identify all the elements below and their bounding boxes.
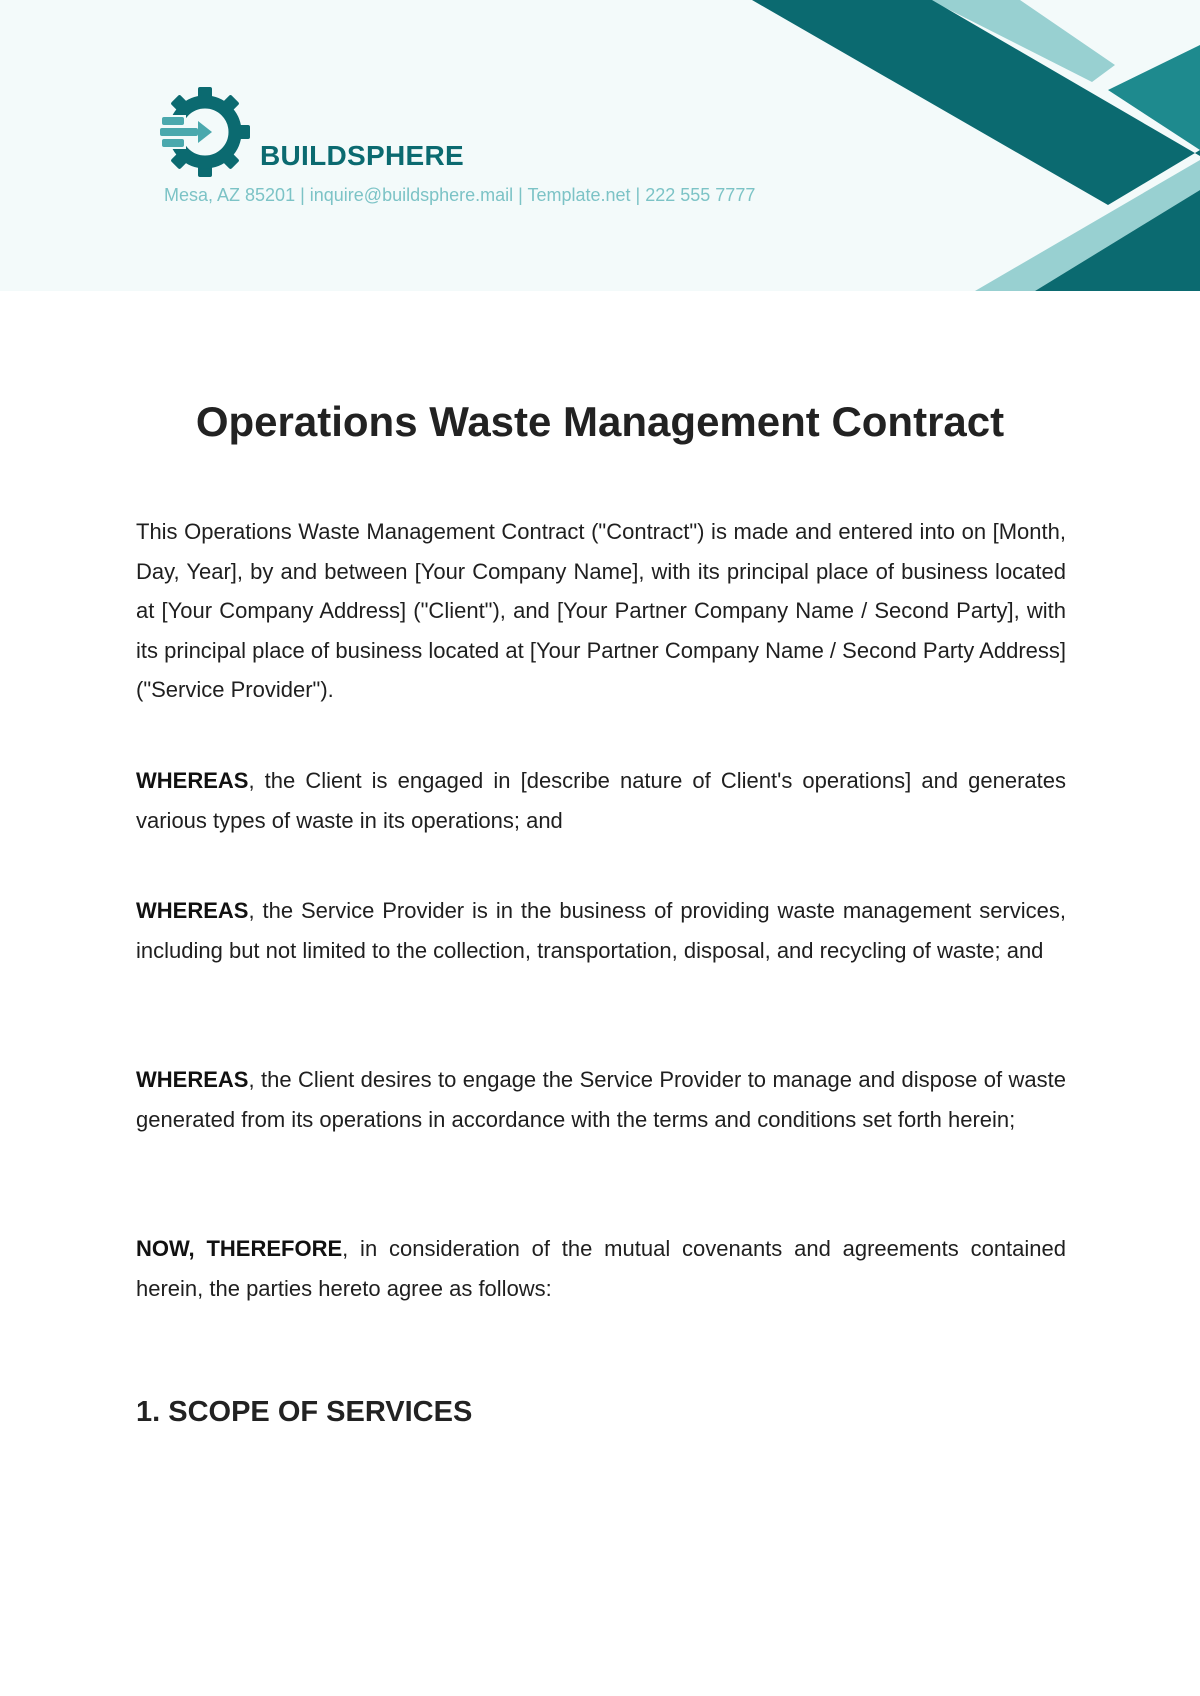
section-heading: 1. SCOPE OF SERVICES	[136, 1396, 473, 1428]
contact-info: Mesa, AZ 85201 | inquire@buildsphere.mail | Template.net | 222 555 7777	[164, 185, 756, 205]
document-title: Operations Waste Management Contract	[195, 398, 1005, 445]
letterhead-header	[0, 0, 1200, 291]
resolution-lead: NOW, THEREFORE	[136, 1236, 343, 1261]
resolution-paragraph	[136, 1229, 1066, 1308]
recital-paragraph	[136, 761, 1066, 840]
recital-lead: WHEREAS	[136, 1067, 249, 1092]
intro-paragraph: This Operations Waste Management Contract ("Contract") is made and entered into on [Month, Day, Year], by and between [Your Company Name], with its principal place of business located at [Your Company Address] ("Client"), and [Your Partner Company Name / Second Party], with its principal place of business located at [Your Partner Company Name / Second Party Address] ("Service Provider").	[136, 519, 1066, 702]
recital-text: , the Client desires to engage the Service Provider to manage and dispose of waste generated from its operations in accordance with the terms and conditions set forth herein;	[136, 1067, 1066, 1132]
recital-text: , the Client is engaged in [describe nature of Client's operations] and generates various types of waste in its operations; and	[136, 768, 1066, 833]
recital-lead: WHEREAS	[136, 898, 249, 923]
recital-paragraph	[136, 1060, 1066, 1139]
resolution-text: , in consideration of the mutual covenants and agreements contained herein, the parties hereto agree as follows:	[136, 1236, 1066, 1301]
gear-arrow-logo-icon	[158, 85, 252, 179]
recital-lead: WHEREAS	[136, 768, 249, 793]
company-name: BUILDSPHERE	[260, 140, 464, 171]
recital-text: , the Service Provider is in the business of providing waste management services, including but not limited to the collection, transportation, disposal, and recycling of waste; and	[136, 898, 1066, 963]
recital-paragraph	[136, 891, 1066, 970]
